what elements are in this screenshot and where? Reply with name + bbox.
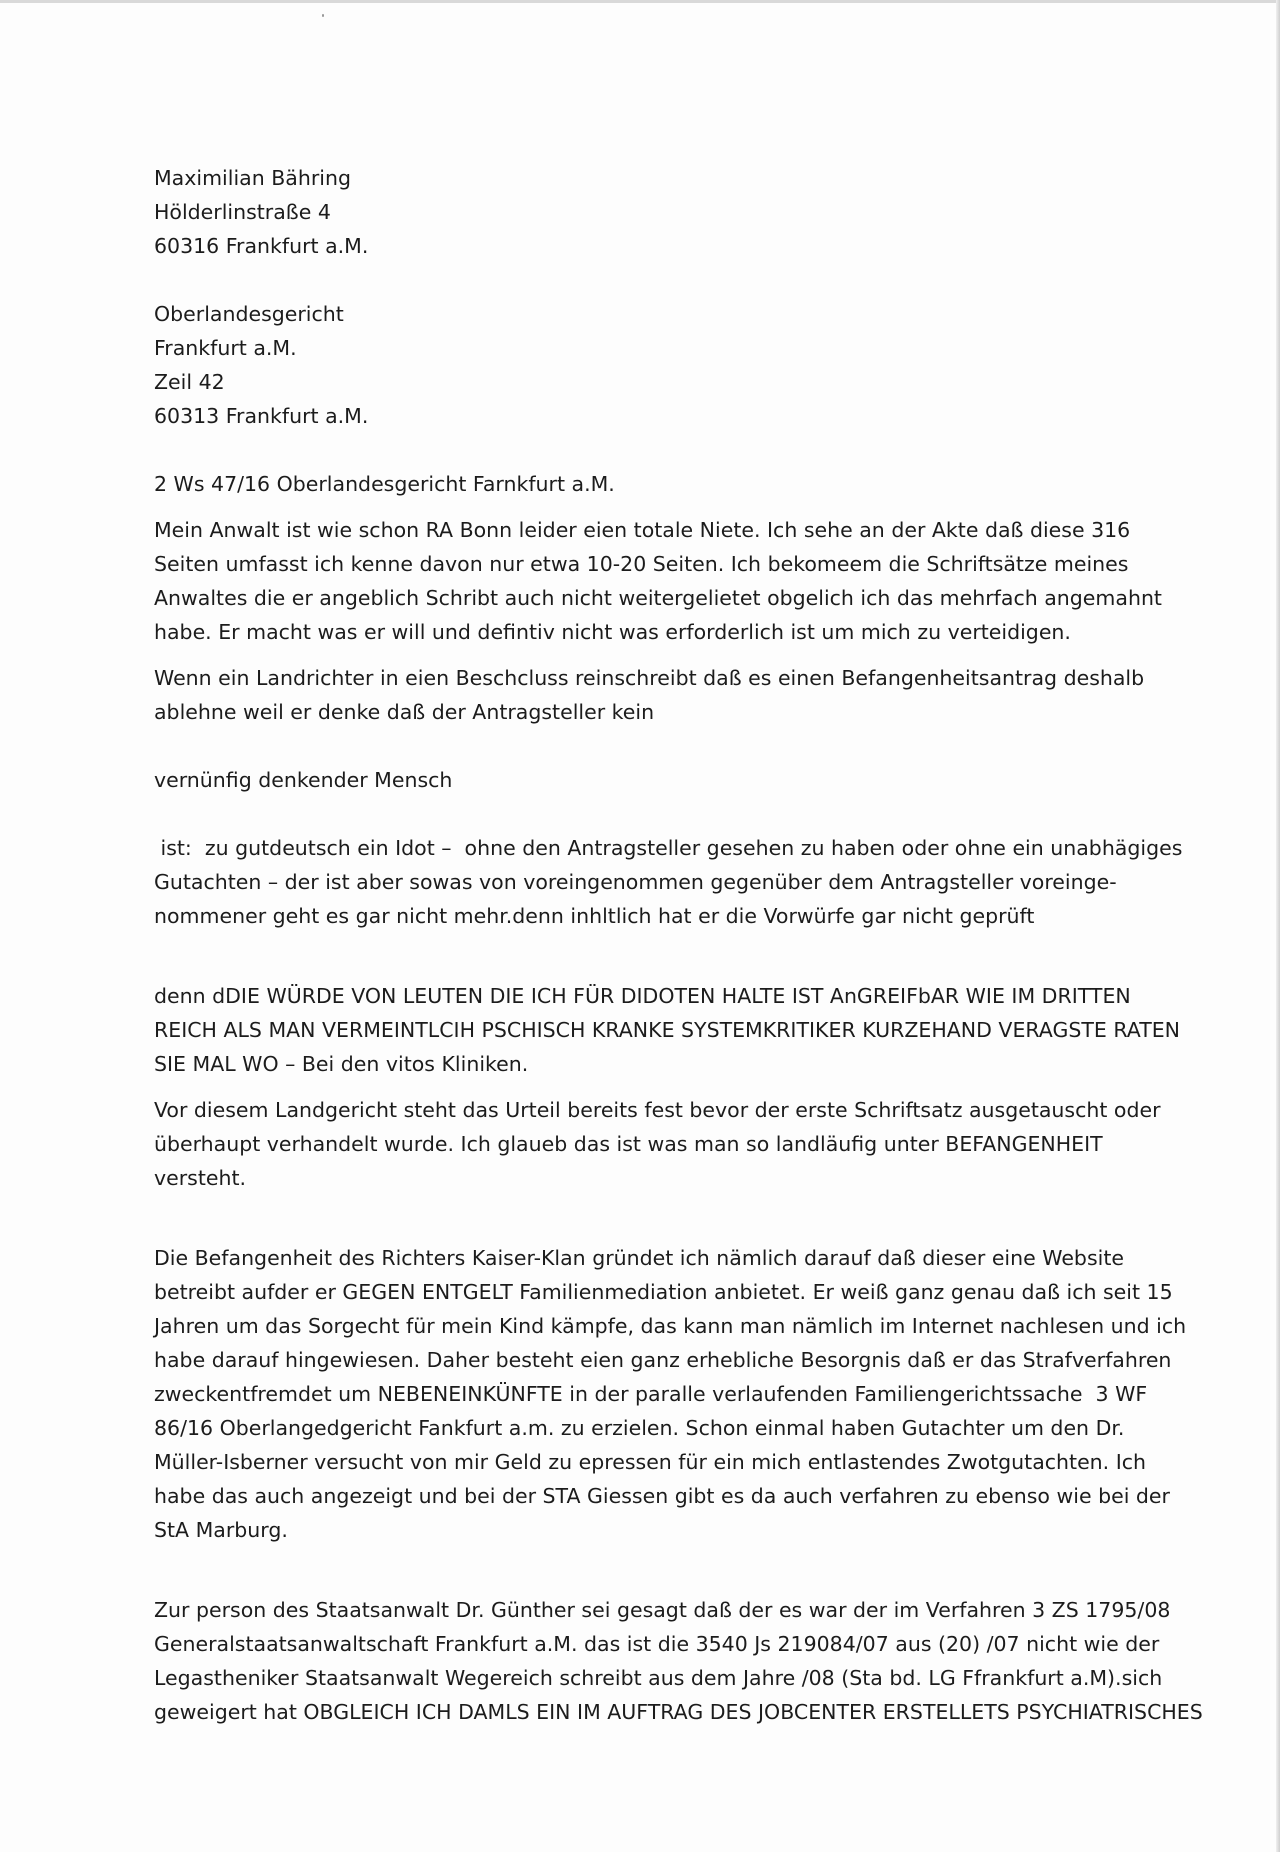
text-line: Jahren um das Sorgecht für mein Kind kämpfe, das kann man nämlich im Internet nachlesen und ich <box>154 1314 1187 1338</box>
paragraph-5 <box>154 979 1181 1081</box>
letter-body <box>154 161 1203 1729</box>
paragraph-4 <box>154 831 1183 933</box>
recipient-street: Zeil 42 <box>154 370 225 394</box>
text-line: Vor diesem Landgericht steht das Urteil bereits fest bevor der erste Schriftsatz ausgetauscht oder <box>154 1098 1161 1122</box>
text-line: Legastheniker Staatsanwalt Wegereich schreibt aus dem Jahre /08 (Sta bd. LG Ffrankfurt a.M).sich <box>154 1666 1163 1690</box>
text-line: denn dDIE WÜRDE VON LEUTEN DIE ICH FÜR DIDOTEN HALTE IST AnGREIFbAR WIE IM DRITTEN <box>154 984 1131 1008</box>
sender-name: Maximilian Bähring <box>154 166 351 190</box>
text-line: Generalstaatsanwaltschaft Frankfurt a.M. das ist die 3540 Js 219084/07 aus (20) /07 nicht wie der <box>154 1632 1160 1656</box>
text-line: Müller-Isberner versucht von mir Geld zu epressen für ein mich entlastendes Zwotgutachten. Ich <box>154 1450 1147 1474</box>
text-line: Die Befangenheit des Richters Kaiser-Klan gründet ich nämlich darauf daß dieser eine Website <box>154 1246 1124 1270</box>
text-line: Wenn ein Landrichter in eien Beschcluss reinschreibt daß es einen Befangenheitsantrag deshalb <box>154 666 1145 690</box>
paragraph-6 <box>154 1093 1161 1195</box>
text-line: Anwaltes die er angeblich Schribt auch nicht weitergelietet obgelich ich das mehrfach angemahnt <box>154 586 1162 610</box>
text-line: habe. Er macht was er will und defintiv nicht was erforderlich ist um mich zu verteidigen. <box>154 620 1071 644</box>
text-line: versteht. <box>154 1166 247 1190</box>
recipient-city: 60313 Frankfurt a.M. <box>154 404 369 428</box>
text-line: Zur person des Staatsanwalt Dr. Günther sei gesagt daß der es war der im Verfahren 3 ZS 1795/08 <box>154 1598 1171 1622</box>
case-reference: 2 Ws 47/16 Oberlandesgericht Farnkfurt a.M. <box>154 472 615 496</box>
text-line: StA Marburg. <box>154 1518 288 1542</box>
scan-speck <box>322 14 324 17</box>
text-line: Seiten umfasst ich kenne davon nur etwa 10-20 Seiten. Ich bekomeem die Schriftsätze meines <box>154 552 1129 576</box>
paragraph-1 <box>154 513 1162 649</box>
scan-right-edge <box>1276 0 1280 1852</box>
text-line: REICH ALS MAN VERMEINTLCIH PSCHISCH KRANKE SYSTEMKRITIKER KURZEHAND VERAGSTE RATEN <box>154 1018 1181 1042</box>
text-line: SIE MAL WO – Bei den vitos Kliniken. <box>154 1052 529 1076</box>
scan-top-edge <box>0 0 1280 3</box>
text-line: 86/16 Oberlangedgericht Fankfurt a.m. zu erzielen. Schon einmal haben Gutachter um den Dr. <box>154 1416 1125 1440</box>
paragraph-2 <box>154 661 1154 729</box>
recipient-line2: Frankfurt a.M. <box>154 336 297 360</box>
sender-address <box>154 161 1154 263</box>
text-line: überhaupt verhandelt wurde. Ich glaueb das ist was man so landläufig unter BEFANGENHEIT <box>154 1132 1103 1156</box>
text-line: geweigert hat OBGLEICH ICH DAMLS EIN IM AUFTRAG DES JOBCENTER ERSTELLETS PSYCHIATRISCHES <box>154 1700 1203 1724</box>
text-line: Gutachten – der ist aber sowas von voreingenommen gegenüber dem Antragsteller voreinge- <box>154 870 1117 894</box>
text-line: habe darauf hingewiesen. Daher besteht eien ganz erhebliche Besorgnis daß er das Strafverfahren <box>154 1348 1172 1372</box>
text-line: ist: zu gutdeutsch ein Idot – ohne den Antragsteller gesehen zu haben oder ohne ein unabhägiges <box>154 836 1183 860</box>
paragraph-3 <box>154 763 1154 797</box>
text-line: vernünfig denkender Mensch <box>154 768 453 792</box>
recipient-address <box>154 297 1154 433</box>
paragraph-7 <box>154 1241 1187 1547</box>
text-line: habe das auch angezeigt und bei der STA Giessen gibt es da auch verfahren zu ebenso wie bei der <box>154 1484 1170 1508</box>
sender-street: Hölderlinstraße 4 <box>154 200 331 224</box>
text-line: nommener geht es gar nicht mehr.denn inhltlich hat er die Vorwürfe gar nicht geprüft <box>154 904 1035 928</box>
text-line: Mein Anwalt ist wie schon RA Bonn leider eien totale Niete. Ich sehe an der Akte daß diese 316 <box>154 518 1131 542</box>
sender-city: 60316 Frankfurt a.M. <box>154 234 369 258</box>
text-line: betreibt aufder er GEGEN ENTGELT Familienmediation anbietet. Er weiß ganz genau daß ich seit 15 <box>154 1280 1173 1304</box>
text-line: ablehne weil er denke daß der Antragsteller kein <box>154 700 655 724</box>
paragraph-8 <box>154 1593 1203 1729</box>
text-line: zweckentfremdet um NEBENEINKÜNFTE in der paralle verlaufenden Familiengerichtssache 3 WF <box>154 1382 1148 1406</box>
recipient-line1: Oberlandesgericht <box>154 302 344 326</box>
